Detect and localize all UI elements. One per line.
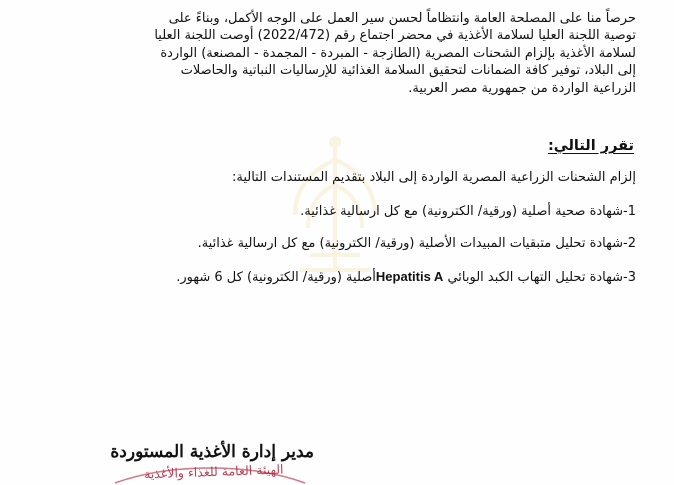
item-text-before: 3-شهادة تحليل التهاب الكبد الوبائي <box>443 270 636 285</box>
intro-line: لسلامة الأغذية بإلزام الشحنات المصرية (الطازجة - المبردة - المجمدة - المصنعة) الواردة <box>160 45 636 61</box>
intro-line: إلى البلاد، توفير كافة الضمانات لتحقيق السلامة الغذائية للإرساليات النباتية والحاصلات <box>180 63 636 79</box>
official-stamp-text: الهيئة العامة للغذاء والأغذية <box>144 461 285 482</box>
decision-heading: تقرر التالي: <box>548 138 634 154</box>
required-document-item <box>176 269 636 285</box>
intro-line: الزراعية الواردة من جمهورية مصر العربية. <box>408 80 636 96</box>
required-document-item: 2-شهادة تحليل متبقيات المبيدات الأصلية (ورقية/ الكترونية) مع كل ارسالية غذائية. <box>197 236 636 251</box>
signature-title: مدير إدارة الأغذية المستوردة <box>110 442 314 462</box>
required-document-item: 1-شهادة صحية أصلية (ورقية/ الكترونية) مع كل ارسالية غذائية. <box>300 204 636 219</box>
obligation-statement: إلزام الشحنات الزراعية المصرية الواردة إلى البلاد بتقديم المستندات التالية: <box>231 170 636 185</box>
item-text-after: أصلية (ورقية/ الكترونية) كل 6 شهور. <box>176 270 376 285</box>
intro-line: حرصاً منا على المصلحة العامة وانتظاماً لحسن سير العمل على الوجه الأكمل، وبناءً على <box>168 11 636 26</box>
intro-line: توصية اللجنة العليا لسلامة الأغذية في محضر اجتماع رقم (2022/472) أوصت اللجنة العليا <box>154 28 636 44</box>
intro-paragraph <box>56 10 636 97</box>
hepatitis-a-term: Hepatitis A <box>375 269 444 284</box>
